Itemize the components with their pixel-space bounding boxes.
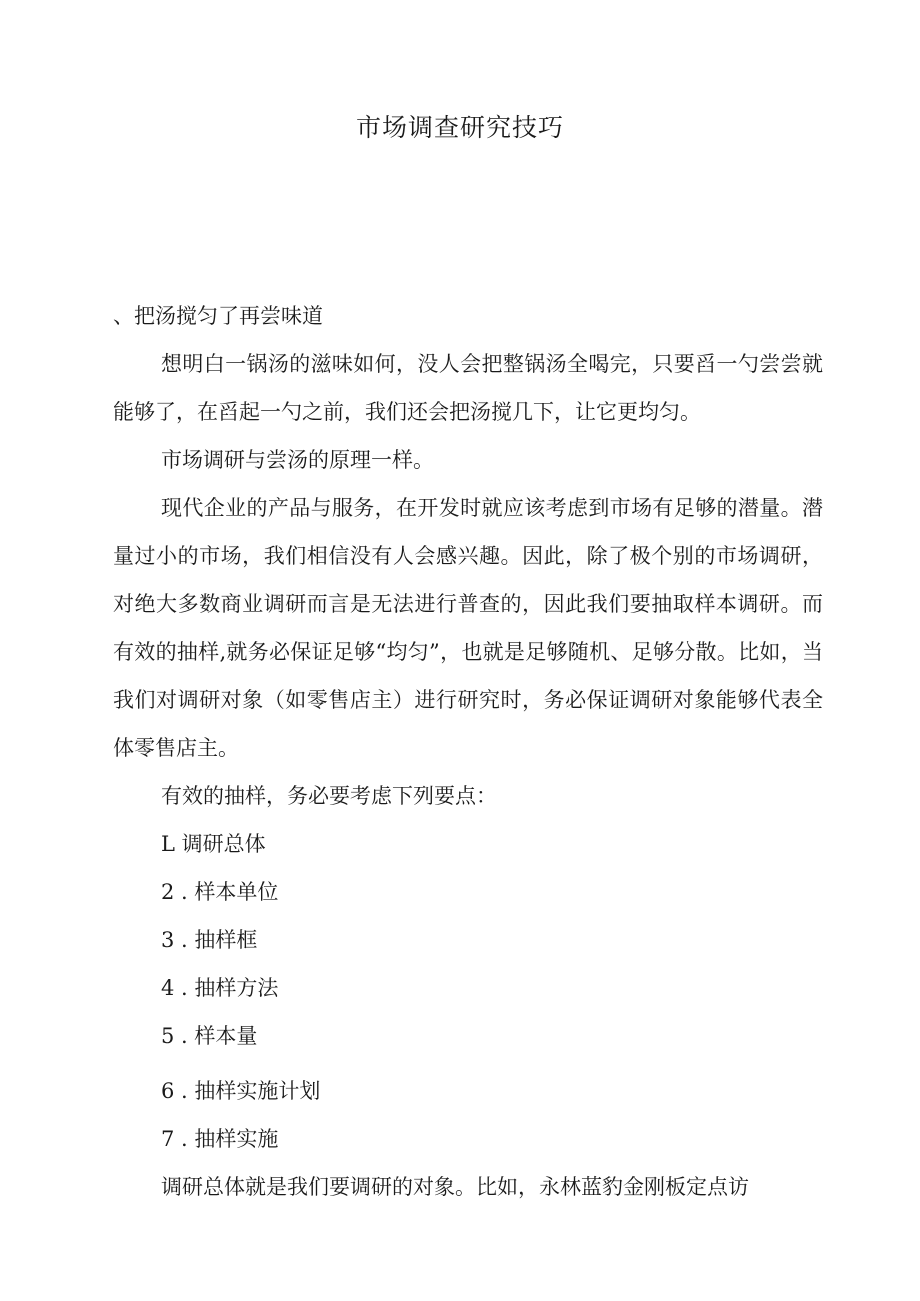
list-item: 4 . 抽样方法 [161,976,279,1000]
list-item: L 调研总体 [161,832,266,856]
list-item: 6 . 抽样实施计划 [161,1079,321,1103]
paragraph-soup-analogy: 想明白一锅汤的滋味如何，没人会把整锅汤全喝完，只要舀一勺尝尝就能够了，在舀起一勺之前，我们还会把汤搅几下，让它更均匀。 [113,352,823,424]
document-body [113,292,823,1211]
list-item: 2 . 样本单位 [161,880,279,904]
key-points-list [113,820,823,1163]
paragraph-population-definition: 调研总体就是我们要调研的对象。比如，永林蓝豹金刚板定点访 [161,1175,749,1199]
paragraph-principle: 市场调研与尝汤的原理一样。 [161,448,434,472]
document-title: 市场调查研究技巧 [355,113,564,142]
list-item: 3 . 抽样框 [161,928,258,952]
list-item: 5 . 样本量 [161,1024,258,1048]
paragraph-key-points-intro: 有效的抽样，务必要考虑下列要点： [161,784,497,808]
list-item: 7 . 抽样实施 [161,1127,279,1151]
section-heading: 、把汤搅匀了再尝味道 [113,304,323,328]
paragraph-sampling-reason: 现代企业的产品与服务，在开发时就应该考虑到市场有足够的潜量。潜量过小的市场，我们相信没有人会感兴趣。因此，除了极个别的市场调研，对绝大多数商业调研而言是无法进行普查的，因此我们要抽取样本调研。而有效的抽样,就务必保证足够“均匀”，也就是足够随机、足够分散。比如，当我们对调研对象（如零售店主）进行研究时，务必保证调研对象能够代表全体零售店主。 [113,496,823,760]
